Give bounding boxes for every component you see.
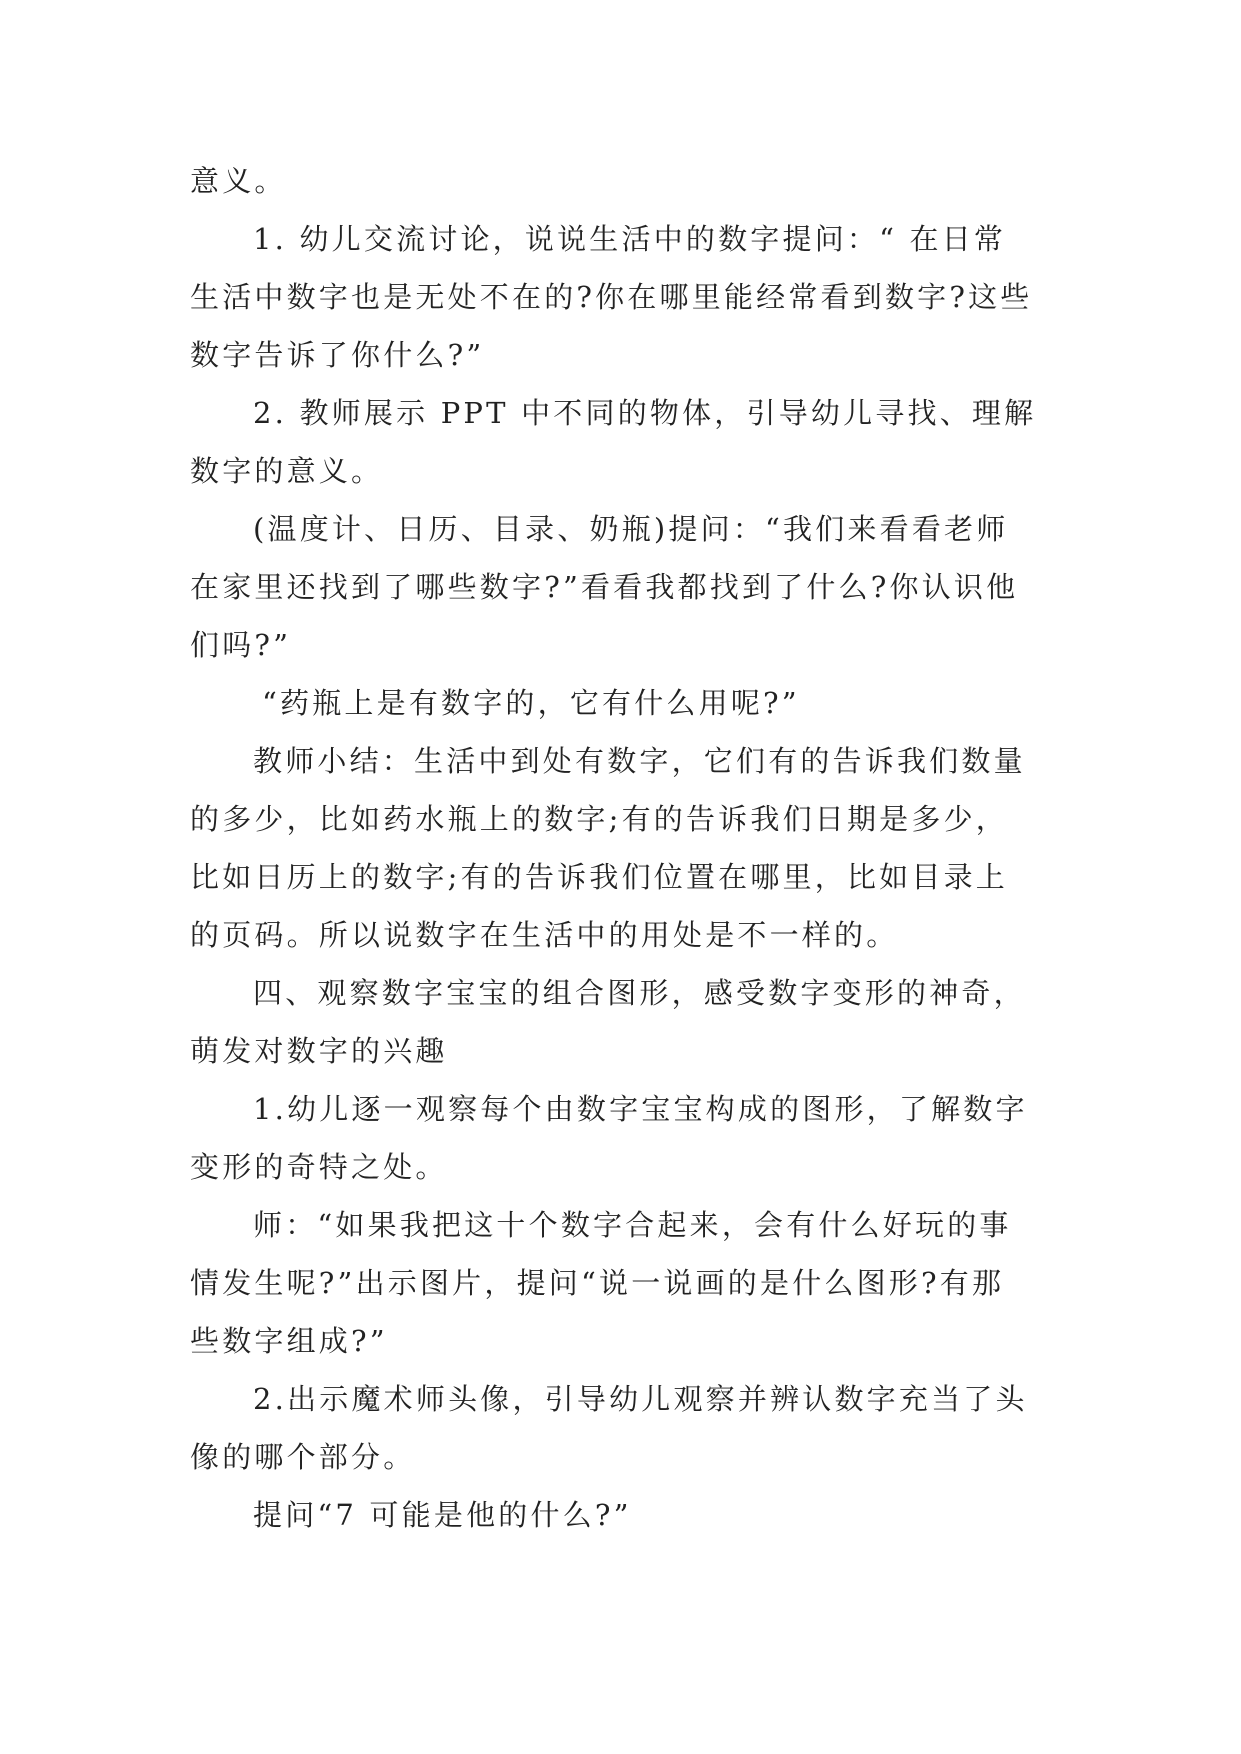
text-line: (温度计、日历、目录、奶瓶)提问：“我们来看看老师: [253, 512, 1009, 546]
text-line: 生活中数字也是无处不在的?你在哪里能经常看到数字?这些: [190, 280, 1033, 314]
text-line: 师：“如果我把这十个数字合起来，会有什么好玩的事: [253, 1208, 1012, 1242]
text-line: 提问“7 可能是他的什么?”: [253, 1498, 632, 1532]
text-line: 在家里还找到了哪些数字?”看看我都找到了什么?你认识他: [190, 570, 1019, 604]
text-line: 变形的奇特之处。: [190, 1150, 448, 1184]
section-heading: 四、观察数字宝宝的组合图形，感受数字变形的神奇，: [253, 976, 1026, 1010]
text-line: 们吗?”: [190, 628, 292, 662]
text-line: 1. 幼儿交流讨论，说说生活中的数字提问：“ 在日常: [253, 222, 1007, 256]
text-line: 数字告诉了你什么?”: [190, 338, 485, 372]
text-line: 2.出示魔术师头像，引导幼儿观察并辨认数字充当了头: [253, 1382, 1028, 1416]
text-line: 2. 教师展示 PPT 中不同的物体，引导幼儿寻找、理解: [253, 396, 1037, 430]
section-heading-continued: 萌发对数字的兴趣: [190, 1034, 448, 1068]
text-line: 比如日历上的数字;有的告诉我们位置在哪里，比如目录上: [190, 860, 1008, 894]
text-line: 数字的意义。: [190, 454, 384, 488]
text-line: 教师小结：生活中到处有数字，它们有的告诉我们数量: [253, 744, 1026, 778]
text-line: 意义。: [190, 164, 287, 198]
text-line: 1.幼儿逐一观察每个由数字宝宝构成的图形，了解数字: [253, 1092, 1028, 1126]
document-body: [190, 152, 1068, 1544]
text-line: 的多少，比如药水瓶上的数字;有的告诉我们日期是多少，: [190, 802, 1008, 836]
text-line: 的页码。所以说数字在生活中的用处是不一样的。: [190, 918, 899, 952]
text-line: 些数字组成?”: [190, 1324, 388, 1358]
text-line: “药瓶上是有数字的，它有什么用呢?”: [262, 686, 800, 720]
text-line: 像的哪个部分。: [190, 1440, 416, 1474]
text-line: 情发生呢?”出示图片，提问“说一说画的是什么图形?有那: [190, 1266, 1005, 1300]
